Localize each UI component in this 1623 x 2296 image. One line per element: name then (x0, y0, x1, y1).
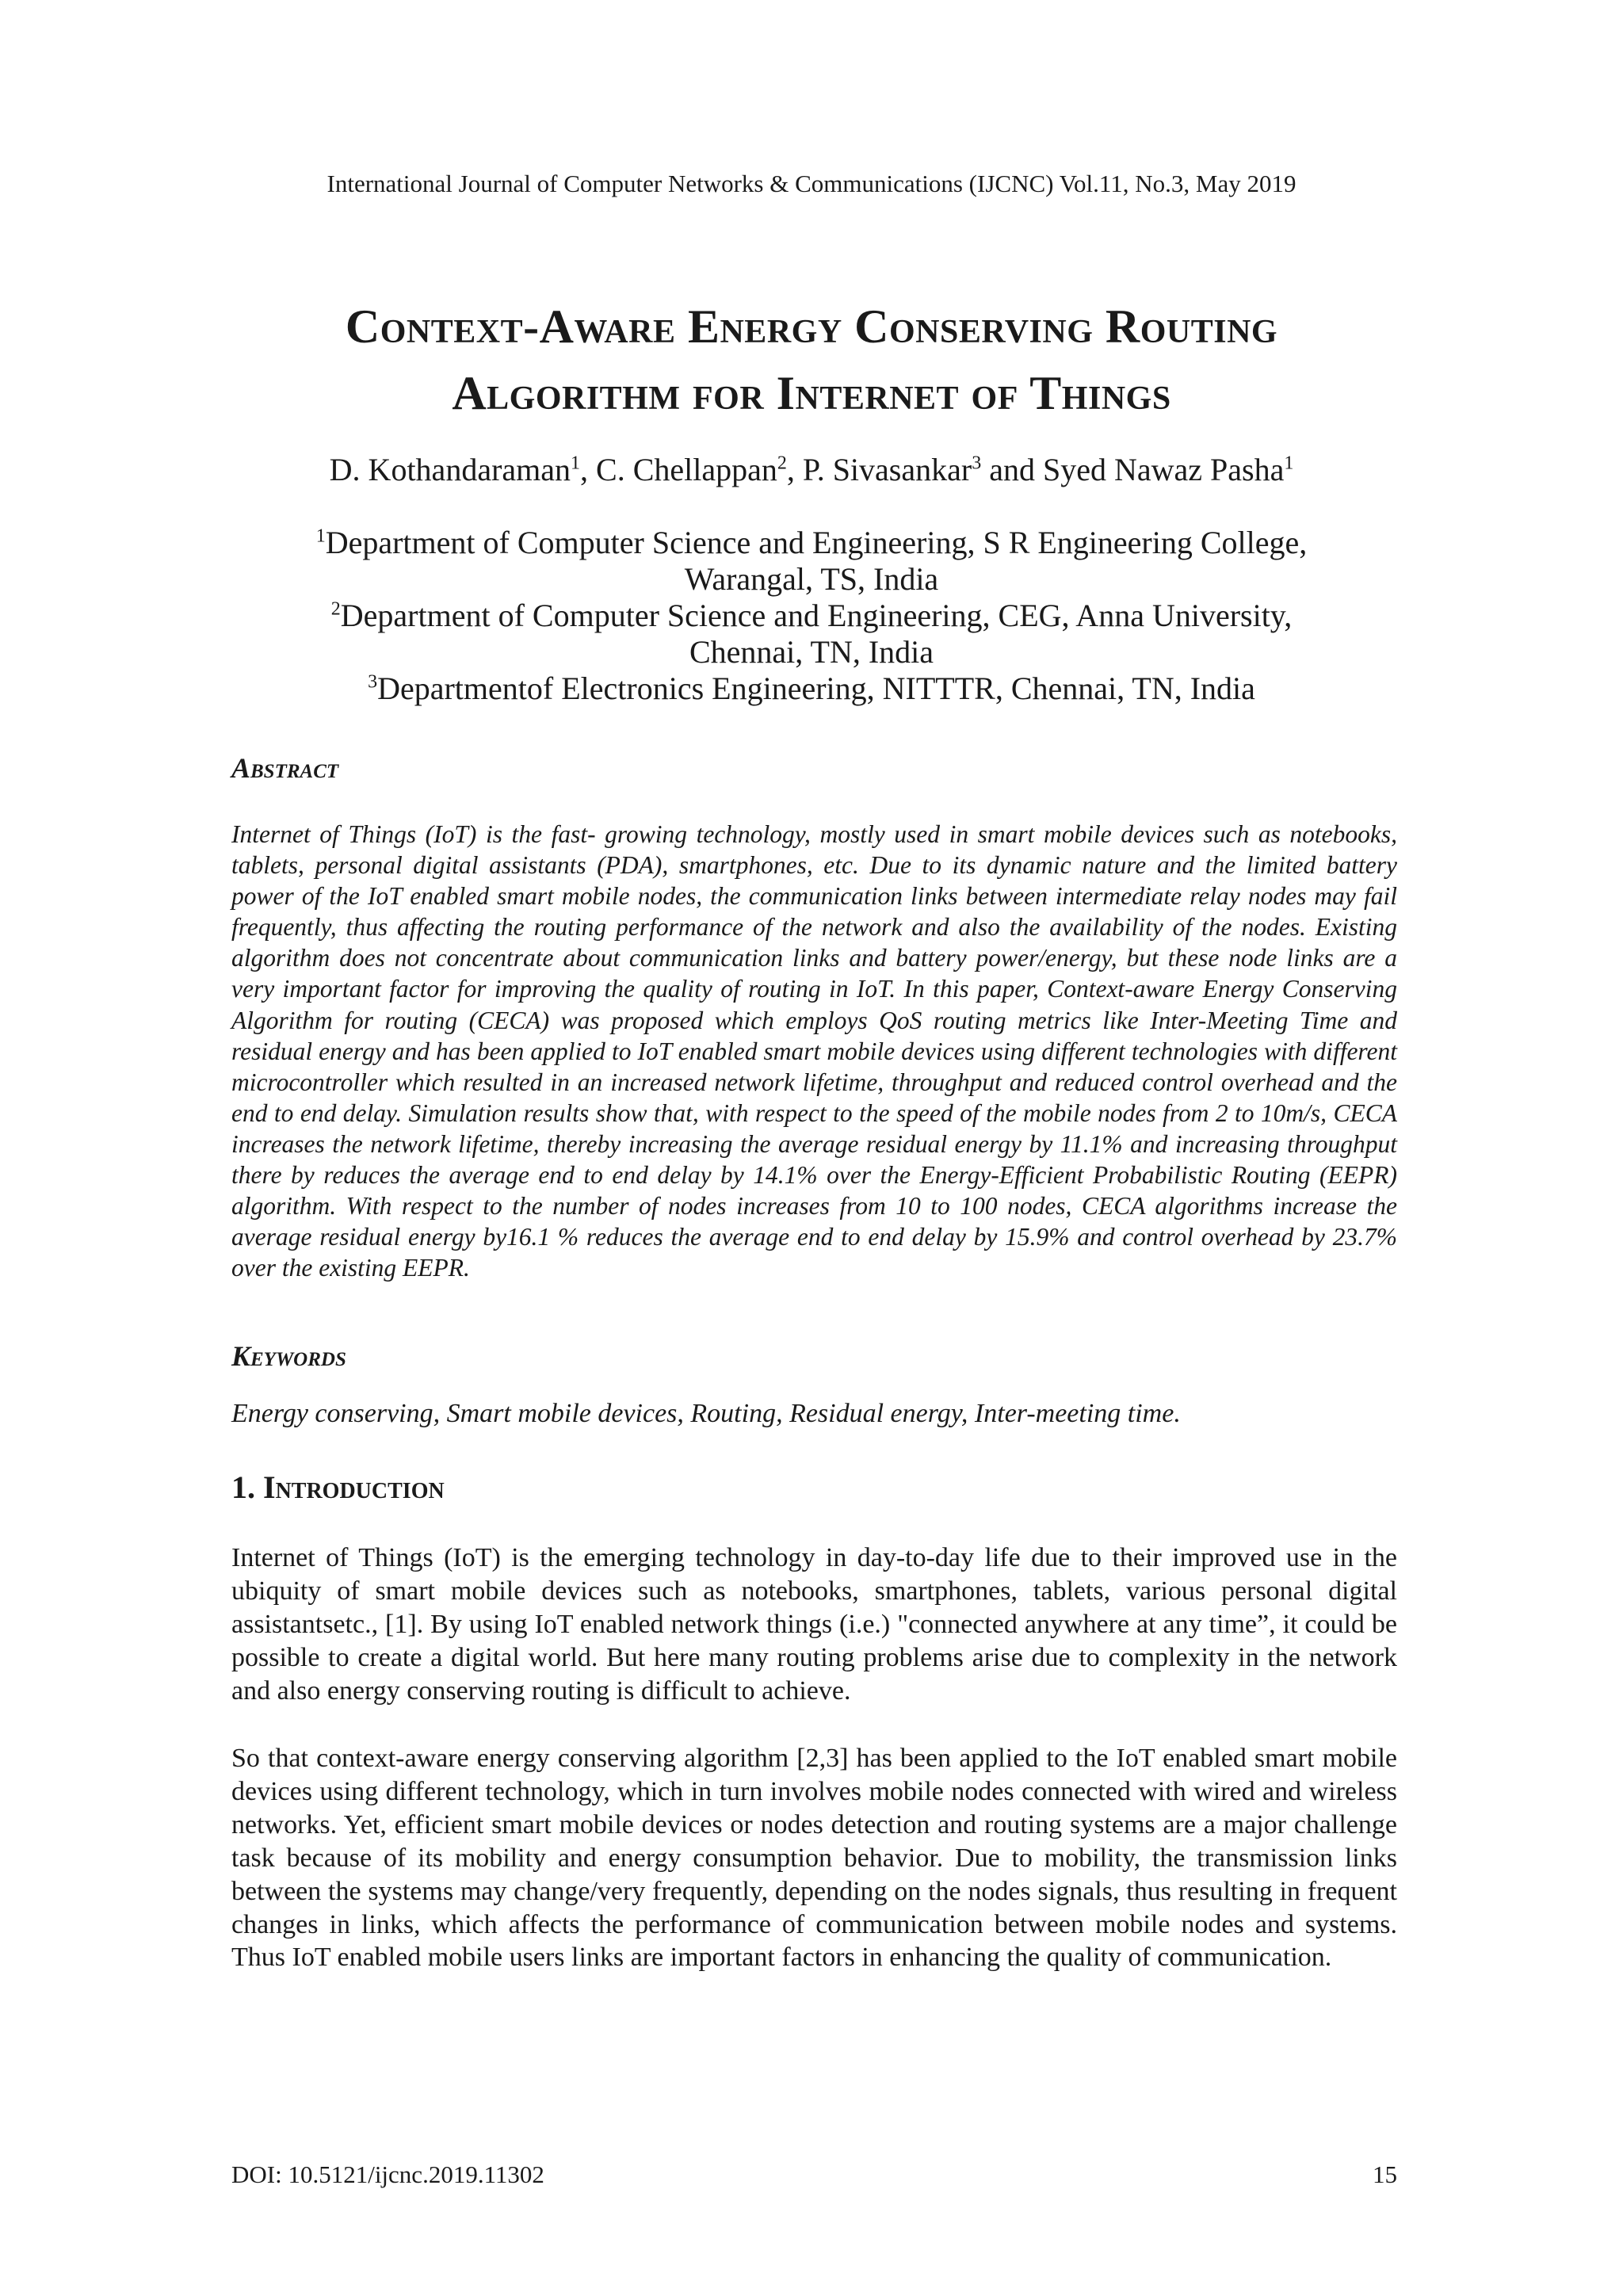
author-affiliation-mark: 1 (1284, 453, 1294, 474)
doi-footer: DOI: 10.5121/ijcnc.2019.11302 (231, 2160, 544, 2188)
author-name: Syed Nawaz Pasha (1042, 452, 1285, 487)
affiliation-list (158, 525, 1465, 707)
affiliation-line: Warangal, TS, India (684, 561, 939, 597)
paper-title (158, 293, 1465, 426)
page-number: 15 (1373, 2160, 1397, 2188)
author-name: C. Chellappan (596, 452, 777, 487)
affiliation-mark: 2 (330, 598, 341, 620)
author-name: D. Kothandaraman (329, 452, 571, 487)
affiliation-line: Chennai, TN, India (689, 634, 934, 670)
author-name: P. Sivasankar (802, 452, 972, 487)
affiliation-line: Department of Computer Science and Engineering, CEG, Anna University, (340, 598, 1293, 633)
abstract-heading: Abstract (231, 752, 339, 784)
abstract-text: Internet of Things (IoT) is the fast- growing technology, mostly used in smart mobile devices such as notebooks, tablets, personal digital assistants (PDA), smartphones, etc. Due to its dynamic nature and the limited battery power of the IoT enabled smart mobile nodes, the communication links between intermediate relay nodes may fail frequently, thus affecting the routing performance of the network and also the availability of the nodes. Existing algorithm does not concentrate about communication links and battery power/energy, but these node links are a very important factor for improving the quality of routing in IoT. In this paper, Context-aware Energy Conserving Algorithm for routing (CECA) was proposed which employs QoS routing metrics like Inter-Meeting Time and residual energy and has been applied to IoT enabled smart mobile devices using different technologies with different microcontroller which resulted in an increased network lifetime, throughput and reduced control overhead and the end to end delay. Simulation results show that, with respect to the speed of the mobile nodes from 2 to 10m/s, CECA increases the network lifetime, thereby increasing the average residual energy by 11.1% and increasing throughput there by reduces the average end to end delay by 14.1% over the Energy-Efficient Probabilistic Routing (EEPR) algorithm. With respect to the number of nodes increases from 10 to 100 nodes, CECA algorithms increase the average residual energy by16.1 % reduces the average end to end delay by 15.9% and control overhead by 23.7% over the existing EEPR. (231, 820, 1397, 1282)
author-affiliation-mark: 3 (972, 453, 982, 474)
author-separator: , (786, 452, 803, 487)
introduction-paragraph-2: So that context-aware energy conserving algorithm [2,3] has been applied to the IoT enabled smart mobile devices using different technology, which in turn involves mobile nodes connected with wired and wireless networks. Yet, efficient smart mobile devices or nodes detection and routing systems are a major challenge task because of its mobility and energy consumption behavior. Due to mobility, the transmission links between the systems may change/very frequently, depending on the nodes signals, thus resulting in frequent changes in links, which affects the performance of communication between mobile nodes and systems. Thus IoT enabled mobile users links are important factors in enhancing the quality of communication. (231, 1744, 1397, 1973)
keywords-text: Energy conserving, Smart mobile devices, Routing, Residual energy, Inter-meeting time. (231, 1399, 1181, 1428)
title-line-2: Algorithm for Internet of Things (452, 367, 1171, 419)
author-separator: and (981, 452, 1043, 487)
keywords-heading: Keywords (231, 1340, 346, 1372)
affiliation-mark: 3 (368, 671, 378, 693)
introduction-paragraph-1: Internet of Things (IoT) is the emerging technology in day-to-day life due to their improved use in the ubiquity of smart mobile devices such as notebooks, smartphones, tablets, various personal digital assistantsetc., [1]. By using IoT enabled network things (i.e.) "connected anywhere at any time”, it could be possible to create a digital world. But here many routing problems arise due to complexity in the network and also energy conserving routing is difficult to achieve. (231, 1543, 1397, 1706)
title-line-1: Context-Aware Energy Conserving Routing (345, 300, 1278, 353)
affiliation-line: Departmentof Electronics Engineering, NITTTR, Chennai, TN, India (377, 670, 1255, 706)
affiliation-2 (158, 598, 1465, 670)
affiliation-mark: 1 (315, 525, 326, 547)
affiliation-1 (158, 525, 1465, 598)
author-affiliation-mark: 1 (571, 453, 581, 474)
introduction-heading: 1. Introduction (231, 1469, 445, 1505)
affiliation-3 (158, 670, 1465, 707)
author-separator: , (580, 452, 597, 487)
author-affiliation-mark: 2 (777, 453, 787, 474)
author-list (0, 449, 1623, 491)
journal-running-header: International Journal of Computer Networks & Communications (IJCNC) Vol.11, No.3, May 2019 (327, 170, 1296, 197)
affiliation-line: Department of Computer Science and Engineering, S R Engineering College, (325, 525, 1308, 560)
